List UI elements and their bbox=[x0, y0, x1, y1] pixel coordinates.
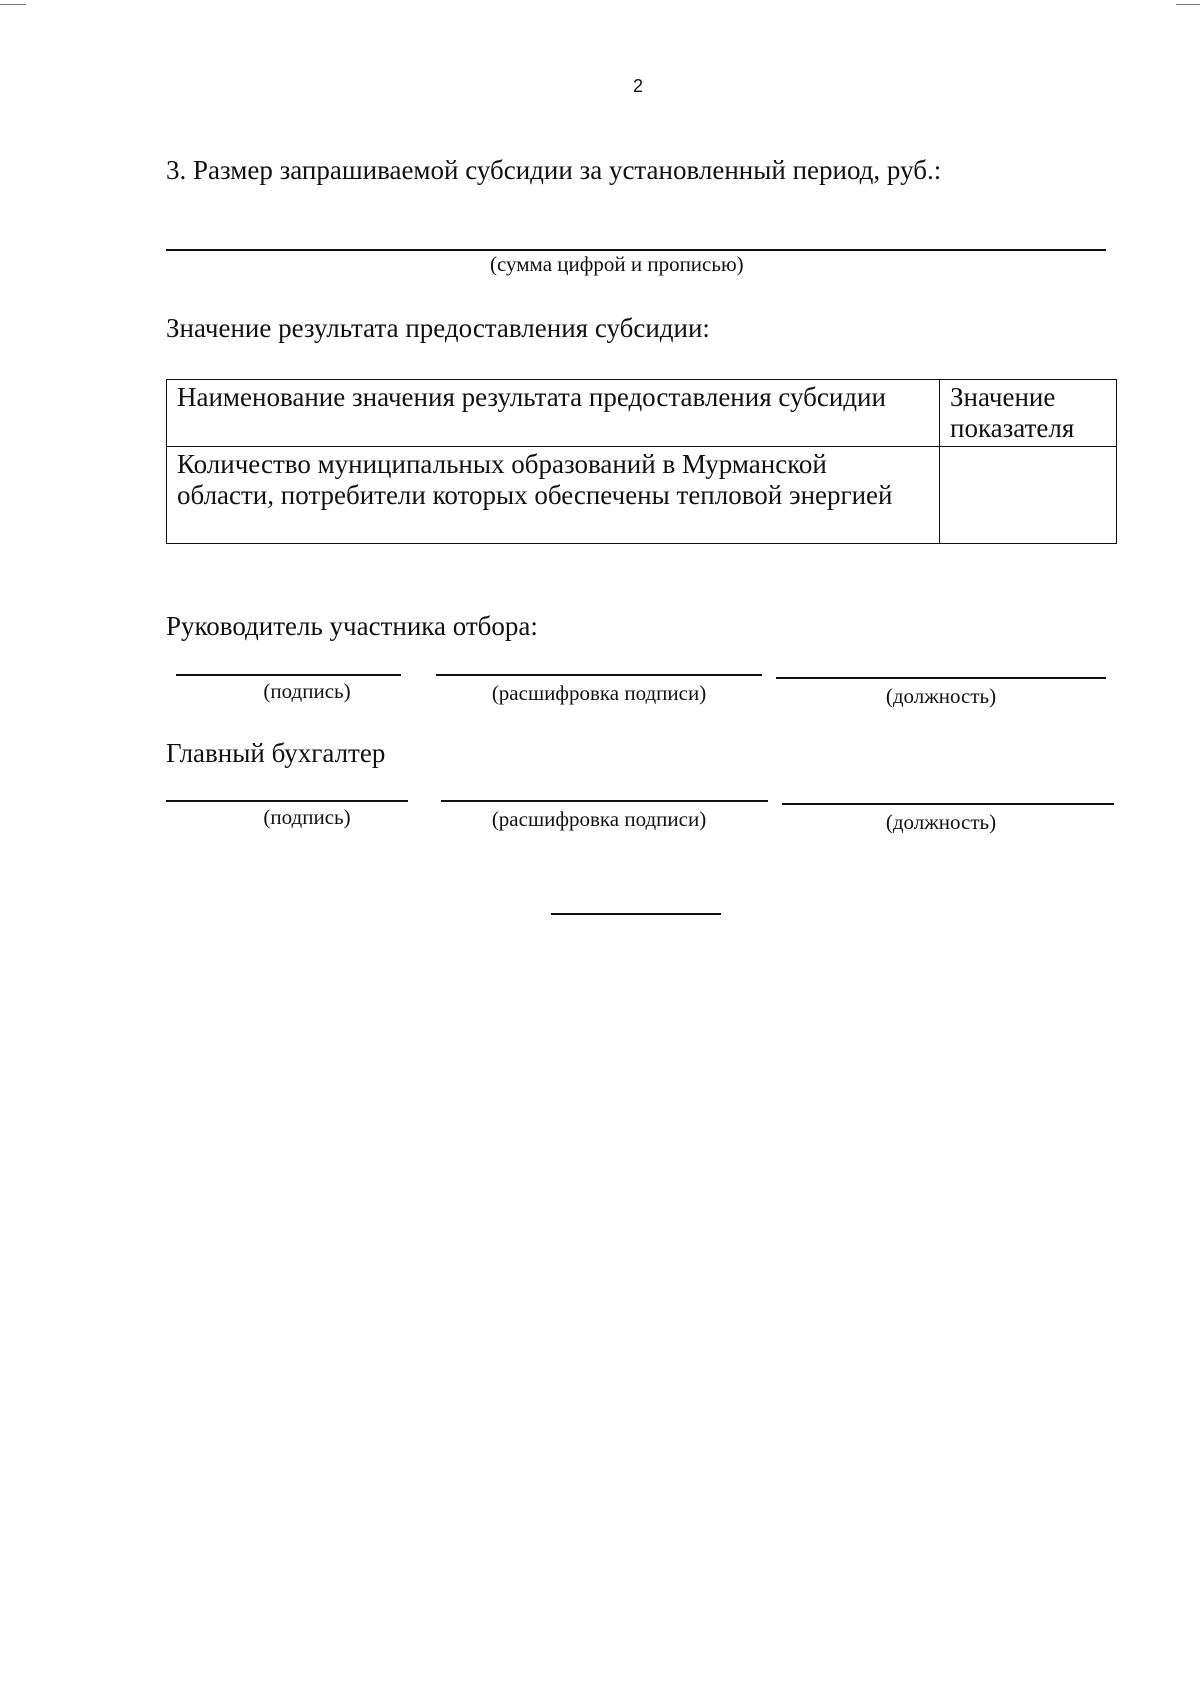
head-decryption-line bbox=[436, 674, 762, 676]
accountant-position-line bbox=[782, 803, 1114, 805]
head-signature-title: Руководитель участника отбора: bbox=[166, 611, 538, 641]
head-signature-line bbox=[176, 674, 401, 676]
amount-fill-line bbox=[166, 249, 1106, 251]
subsidy-amount-heading: 3. Размер запрашиваемой субсидии за установленный период, руб.: bbox=[166, 155, 942, 185]
table-header-row bbox=[167, 380, 1117, 447]
amount-caption: (сумма цифрой и прописью) bbox=[490, 252, 744, 276]
result-value-cell bbox=[940, 447, 1117, 544]
header-name-cell: Наименование значения результата предоставления субсидии bbox=[167, 380, 940, 447]
end-divider bbox=[551, 913, 721, 915]
page-number: 2 bbox=[632, 76, 643, 96]
accountant-decryption-caption: (расшифровка подписи) bbox=[491, 807, 707, 831]
scan-mark-right bbox=[1176, 4, 1200, 5]
table-row bbox=[167, 447, 1117, 544]
result-name-cell: Количество муниципальных образований в Мурманской области, потребители которых обеспечены тепловой энергией bbox=[167, 447, 940, 544]
head-signature-caption: (подпись) bbox=[263, 679, 351, 703]
accountant-decryption-line bbox=[441, 800, 768, 802]
header-value-cell: Значение показателя bbox=[940, 380, 1117, 447]
head-position-caption: (должность) bbox=[885, 684, 997, 708]
accountant-signature-line bbox=[166, 800, 408, 802]
result-table bbox=[166, 379, 1117, 544]
accountant-position-caption: (должность) bbox=[885, 810, 997, 834]
result-table-heading: Значение результата предоставления субсидии: bbox=[166, 313, 710, 343]
head-decryption-caption: (расшифровка подписи) bbox=[491, 681, 707, 705]
head-position-line bbox=[776, 677, 1106, 679]
scan-mark-left bbox=[0, 4, 26, 5]
accountant-signature-title: Главный бухгалтер bbox=[166, 738, 386, 768]
accountant-signature-caption: (подпись) bbox=[263, 805, 351, 829]
